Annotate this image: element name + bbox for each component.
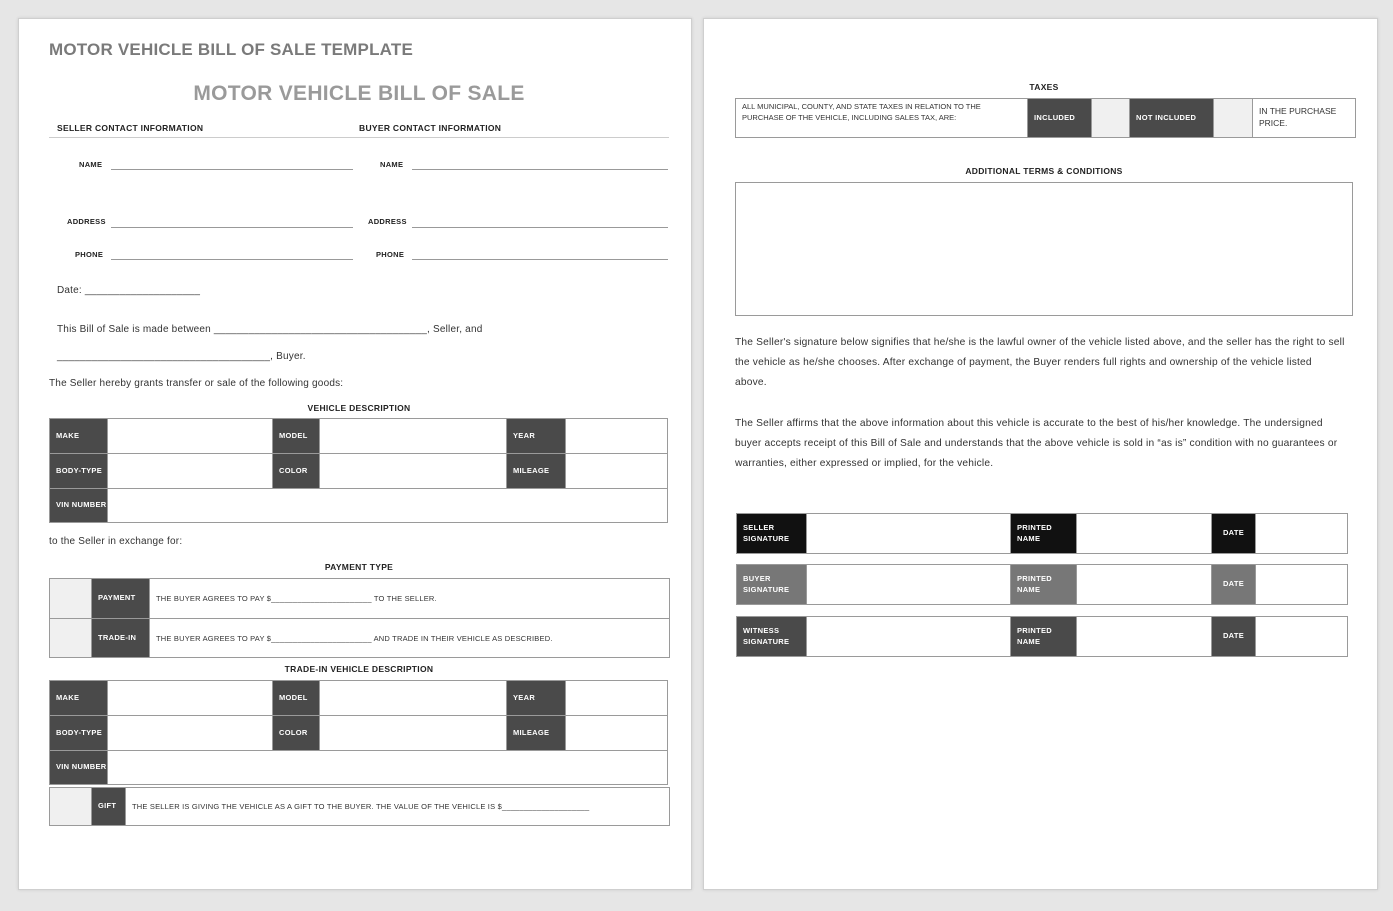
included-label: INCLUDED [1028, 99, 1092, 138]
contact-divider [49, 137, 669, 138]
buyer-name-field[interactable] [412, 169, 668, 170]
trade-vin-label: VIN NUMBER [50, 751, 108, 785]
seller-printed-name-field[interactable] [1077, 514, 1212, 554]
trade-mileage-field[interactable] [566, 716, 668, 751]
seller-phone-field[interactable] [111, 259, 353, 260]
trade-year-field[interactable] [566, 681, 668, 716]
buyer-printed-name-label: PRINTED NAME [1011, 565, 1077, 605]
seller-contact-heading: SELLER CONTACT INFORMATION [57, 123, 204, 133]
witness-signature-label: WITNESS SIGNATURE [737, 617, 807, 657]
trade-make-field[interactable] [108, 681, 273, 716]
gift-table [49, 787, 670, 826]
seller-date-label: DATE [1212, 514, 1256, 554]
buyer-name-label: NAME [380, 160, 404, 169]
seller-name-label: NAME [79, 160, 103, 169]
color-label: COLOR [273, 454, 320, 489]
additional-terms-box[interactable] [735, 182, 1353, 316]
vehicle-description-heading: VEHICLE DESCRIPTION [307, 403, 411, 413]
trade-color-label: COLOR [273, 716, 320, 751]
witness-date-label: DATE [1212, 617, 1256, 657]
trade-in-checkbox[interactable] [50, 619, 92, 658]
make-label: MAKE [50, 419, 108, 454]
seller-address-label: ADDRESS [67, 217, 106, 226]
affirmation-paragraph: The Seller affirms that the above information about this vehicle is accurate to the best of his/her knowledge. The undersigned buyer accepts receipt of this Bill of Sale and understands that the above vehicle is sold in “as is” condition with no guarantees or warranties, either expressed or implied, for the vehicle. [735, 418, 1338, 469]
trade-body-type-label: BODY-TYPE [50, 716, 108, 751]
buyer-signature-table [736, 564, 1348, 605]
seller-date-field[interactable] [1256, 514, 1348, 554]
witness-date-field[interactable] [1256, 617, 1348, 657]
taxes-description: ALL MUNICIPAL, COUNTY, AND STATE TAXES IN RELATION TO THE PURCHASE OF THE VEHICLE, INCLUDING SALES TAX, ARE: [736, 99, 1028, 138]
seller-phone-label: PHONE [75, 250, 104, 259]
mileage-label: MILEAGE [507, 454, 566, 489]
exchange-text: to the Seller in exchange for: [49, 536, 183, 547]
trade-model-label: MODEL [273, 681, 320, 716]
taxes-heading: TAXES [1029, 82, 1059, 92]
date-line[interactable]: Date: ____________________ [57, 285, 201, 296]
not-included-checkbox[interactable] [1214, 99, 1253, 138]
witness-printed-name-label: PRINTED NAME [1011, 617, 1077, 657]
body-type-label: BODY-TYPE [50, 454, 108, 489]
seller-signature-table [736, 513, 1348, 554]
mileage-field[interactable] [566, 454, 668, 489]
template-title: MOTOR VEHICLE BILL OF SALE TEMPLATE [49, 40, 414, 59]
witness-signature-field[interactable] [807, 617, 1011, 657]
ownership-paragraph: The Seller's signature below signifies that he/she is the lawful owner of the vehicle listed above, and the seller has the right to sell the vehicle as he/she chooses. After exchange of payment, the Buyer renders full rights and ownership of the vehicle listed above. [735, 337, 1345, 388]
vin-field[interactable] [108, 489, 668, 523]
year-field[interactable] [566, 419, 668, 454]
gift-text[interactable]: THE SELLER IS GIVING THE VEHICLE AS A GIFT TO THE BUYER. THE VALUE OF THE VEHICLE IS $____________________ [126, 788, 670, 826]
trade-model-field[interactable] [320, 681, 507, 716]
trade-vin-field[interactable] [108, 751, 668, 785]
witness-signature-table [736, 616, 1348, 657]
payment-text[interactable]: THE BUYER AGREES TO PAY $_______________________ TO THE SELLER. [150, 579, 670, 619]
model-field[interactable] [320, 419, 507, 454]
trade-body-type-field[interactable] [108, 716, 273, 751]
witness-printed-name-field[interactable] [1077, 617, 1212, 657]
trade-make-label: MAKE [50, 681, 108, 716]
buyer-printed-name-field[interactable] [1077, 565, 1212, 605]
additional-terms-heading: ADDITIONAL TERMS & CONDITIONS [965, 166, 1123, 176]
seller-name-field[interactable] [111, 169, 353, 170]
make-field[interactable] [108, 419, 273, 454]
payment-checkbox[interactable] [50, 579, 92, 619]
trade-color-field[interactable] [320, 716, 507, 751]
payment-label: PAYMENT [92, 579, 150, 619]
vehicle-description-table [49, 418, 668, 523]
trade-in-vehicle-table [49, 680, 668, 785]
vin-label: VIN NUMBER [50, 489, 108, 523]
buyer-date-field[interactable] [1256, 565, 1348, 605]
gift-label: GIFT [92, 788, 126, 826]
buyer-address-field[interactable] [412, 227, 668, 228]
buyer-signature-label: BUYER SIGNATURE [737, 565, 807, 605]
buyer-name-line[interactable]: _____________________________________, Buyer. [57, 351, 306, 362]
model-label: MODEL [273, 419, 320, 454]
trade-in-label: TRADE-IN [92, 619, 150, 658]
color-field[interactable] [320, 454, 507, 489]
not-included-label: NOT INCLUDED [1130, 99, 1214, 138]
page-one [18, 18, 692, 890]
form-title: MOTOR VEHICLE BILL OF SALE [193, 82, 525, 105]
trade-mileage-label: MILEAGE [507, 716, 566, 751]
made-between-line[interactable]: This Bill of Sale is made between _____________________________________, Seller, and [57, 324, 483, 335]
trade-in-description-heading: TRADE-IN VEHICLE DESCRIPTION [284, 664, 434, 674]
buyer-address-label: ADDRESS [368, 217, 407, 226]
buyer-phone-label: PHONE [376, 250, 405, 259]
body-type-field[interactable] [108, 454, 273, 489]
payment-type-heading: PAYMENT TYPE [324, 562, 394, 572]
taxes-table [735, 98, 1356, 138]
seller-address-field[interactable] [111, 227, 353, 228]
buyer-phone-field[interactable] [412, 259, 668, 260]
grants-text: The Seller hereby grants transfer or sale of the following goods: [49, 378, 344, 389]
trade-in-text[interactable]: THE BUYER AGREES TO PAY $_______________________ AND TRADE IN THEIR VEHICLE AS DESCRIBED. [150, 619, 670, 658]
buyer-signature-field[interactable] [807, 565, 1011, 605]
seller-signature-field[interactable] [807, 514, 1011, 554]
seller-printed-name-label: PRINTED NAME [1011, 514, 1077, 554]
buyer-date-label: DATE [1212, 565, 1256, 605]
page-two [703, 18, 1378, 890]
seller-signature-label: SELLER SIGNATURE [737, 514, 807, 554]
payment-type-table [49, 578, 670, 658]
gift-checkbox[interactable] [50, 788, 92, 826]
buyer-contact-heading: BUYER CONTACT INFORMATION [359, 123, 502, 133]
purchase-price-text: IN THE PURCHASE PRICE. [1253, 99, 1356, 138]
trade-year-label: YEAR [507, 681, 566, 716]
included-checkbox[interactable] [1092, 99, 1130, 138]
year-label: YEAR [507, 419, 566, 454]
